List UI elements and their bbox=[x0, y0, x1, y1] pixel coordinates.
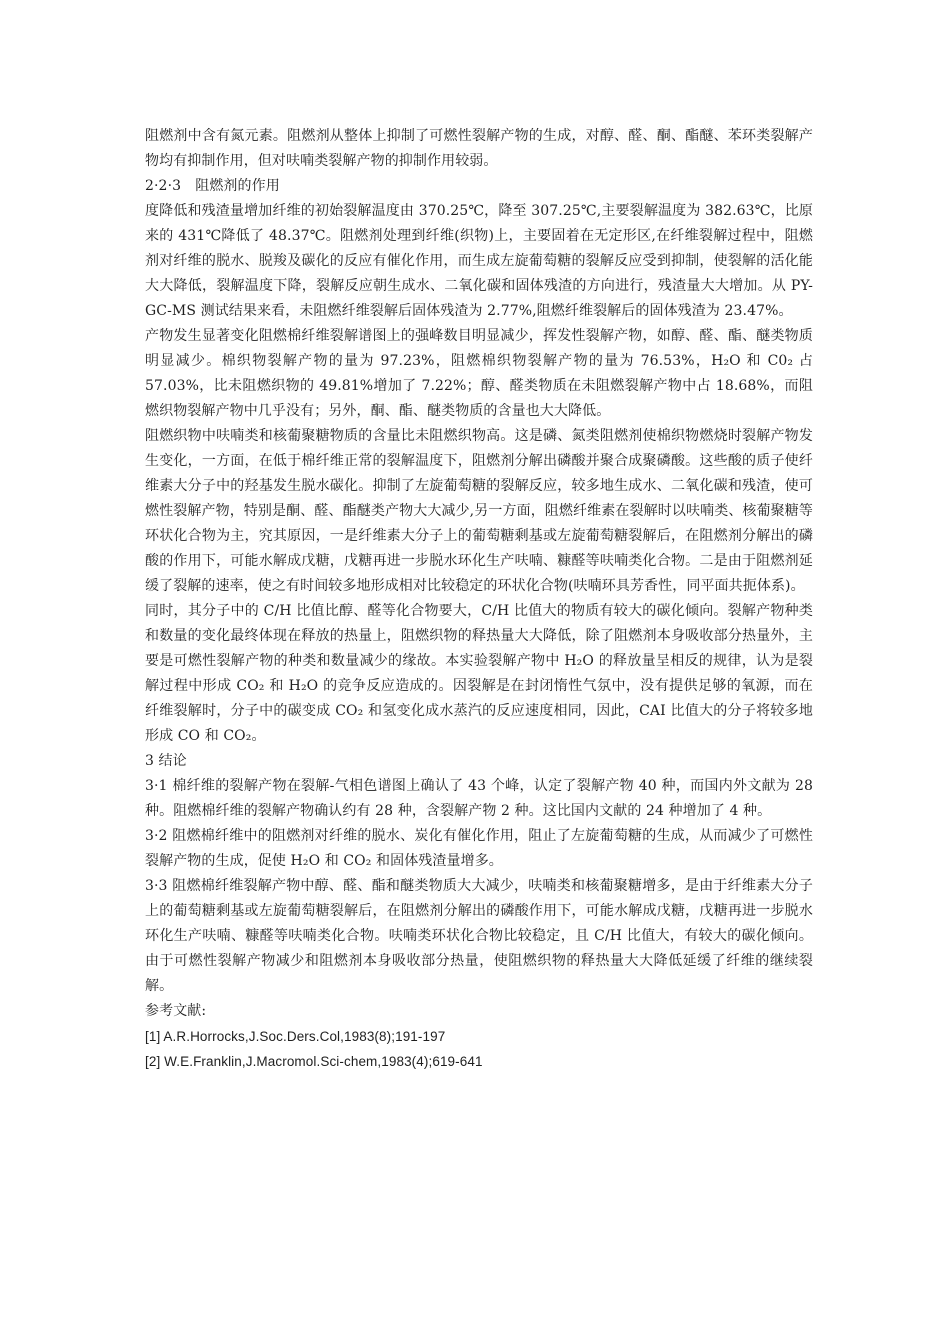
document-body bbox=[145, 124, 813, 1074]
paragraph-products: 产物发生显著变化阻燃棉纤维裂解谱图上的强峰数目明显减少，挥发性裂解产物，如醇、醛、酯、醚类物质明显减少。棉织物裂解产物的量为 97.23%，阻燃棉织物裂解产物的量为 76.53%，H₂O 和 C0₂ 占 57.03%，比未阻燃织物的 49.81%增加了 7.22%；醇、醛类物质在未阻燃裂解产物中占 18.68%，而阻燃织物裂解产物中几乎没有；另外，酮、酯、醚类物质的含量也大大降低。 bbox=[145, 328, 813, 419]
section-heading-conclusion: 3 结论 bbox=[145, 753, 187, 769]
conclusion-3-1: 3·1 棉纤维的裂解产物在裂解-气相色谱图上确认了 43 个峰，认定了裂解产物 40 种，而国内外文献为 28 种。阻燃棉纤维的裂解产物确认约有 28 种，含裂解产物 2 种。这比国内文献的 24 种增加了 4 种。 bbox=[145, 778, 813, 819]
reference-item: [1] A.R.Horrocks,J.Soc.Ders.Col,1983(8);191-197 bbox=[145, 1029, 446, 1044]
section-heading-2-2-3: 2·2·3 阻燃剂的作用 bbox=[145, 178, 280, 194]
conclusion-3-2: 3·2 阻燃棉纤维中的阻燃剂对纤维的脱水、炭化有催化作用，阻止了左旋葡萄糖的生成，从而减少了可燃性裂解产物的生成，促使 H₂O 和 CO₂ 和固体残渣量增多。 bbox=[145, 828, 813, 869]
reference-item: [2] W.E.Franklin,J.Macromol.Sci-chem,1983(4);619-641 bbox=[145, 1054, 483, 1069]
paragraph-ch-ratio: 同时，其分子中的 C/H 比值比醇、醛等化合物要大，C/H 比值大的物质有较大的碳化倾向。裂解产物种类和数量的变化最终体现在释放的热量上，阻燃织物的释热量大大降低，除了阻燃剂本身吸收部分热量外，主要是可燃性裂解产物的种类和数量减少的缘故。本实验裂解产物中 H₂O 的释放量呈相反的规律，认为是裂解过程中形成 CO₂ 和 H₂O 的竞争反应造成的。因裂解是在封闭惰性气氛中，没有提供足够的氧源，而在纤维裂解时，分子中的碳变成 CO₂ 和氢变化成水蒸汽的反应速度相同，因此，CAI 比值大的分子将较多地形成 CO 和 CO₂。 bbox=[145, 603, 813, 744]
references-heading: 参考文献: bbox=[145, 1003, 207, 1019]
paragraph-furan: 阻燃织物中呋喃类和核葡聚糖物质的含量比未阻燃织物高。这是磷、氮类阻燃剂使棉织物燃烧时裂解产物发生变化，一方面，在低于棉纤维正常的裂解温度下，阻燃剂分解出磷酸并聚合成聚磷酸。这些酸的质子使纤维素大分子中的羟基发生脱水碳化。抑制了左旋葡萄糖的裂解反应，较多地生成水、二氧化碳和残渣，使可燃性裂解产物，特别是酮、醛、酯醚类产物大大减少,另一方面，阻燃纤维素在裂解时以呋喃类、核葡聚糖等环状化合物为主，究其原因，一是纤维素大分子上的葡萄糖剩基或左旋葡萄糖裂解后，在阻燃剂分解出的磷酸的作用下，可能水解成戊糖，戊糖再进一步脱水环化生产呋喃、糠醛等呋喃类化合物。二是由于阻燃剂延缓了裂解的速率，使之有时间较多地形成相对比较稳定的环状化合物(呋喃环具芳香性，同平面共扼体系)。 bbox=[145, 428, 813, 594]
paragraph-temperature: 度降低和残渣量增加纤维的初始裂解温度由 370.25℃，降至 307.25℃,主要裂解温度为 382.63℃，比原来的 431℃降低了 48.37℃。阻燃剂处理到纤维(织物)上，主要固着在无定形区,在纤维裂解过程中，阻燃剂对纤维的脱水、脱羧及碳化的反应有催化作用，而生成左旋葡萄糖的裂解反应受到抑制，使裂解的活化能大大降低，裂解温度下降，裂解反应朝生成水、二氧化碳和固体残渣的方向进行，残渣量大大增加。从 PY-GC-MS 测试结果来看，未阻燃纤维裂解后固体残渣为 2.77%,阻燃纤维裂解后的固体残渣为 23.47%。 bbox=[145, 203, 813, 319]
paragraph-intro: 阻燃剂中含有氮元素。阻燃剂从整体上抑制了可燃性裂解产物的生成，对醇、醛、酮、酯醚、苯环类裂解产物均有抑制作用，但对呋喃类裂解产物的抑制作用较弱。 bbox=[145, 128, 813, 169]
conclusion-3-3: 3·3 阻燃棉纤维裂解产物中醇、醛、酯和醚类物质大大减少，呋喃类和核葡聚糖增多，是由于纤维素大分子上的葡萄糖剩基或左旋葡萄糖裂解后，在阻燃剂分解出的磷酸作用下，可能水解成戊糖，戊糖再进一步脱水环化生产呋喃、糠醛等呋喃类化合物。呋喃类环状化合物比较稳定，且 C/H 比值大，有较大的碳化倾向。由于可燃性裂解产物减少和阻燃剂本身吸收部分热量，使阻燃织物的释热量大大降低延缓了纤维的继续裂解。 bbox=[145, 878, 813, 994]
